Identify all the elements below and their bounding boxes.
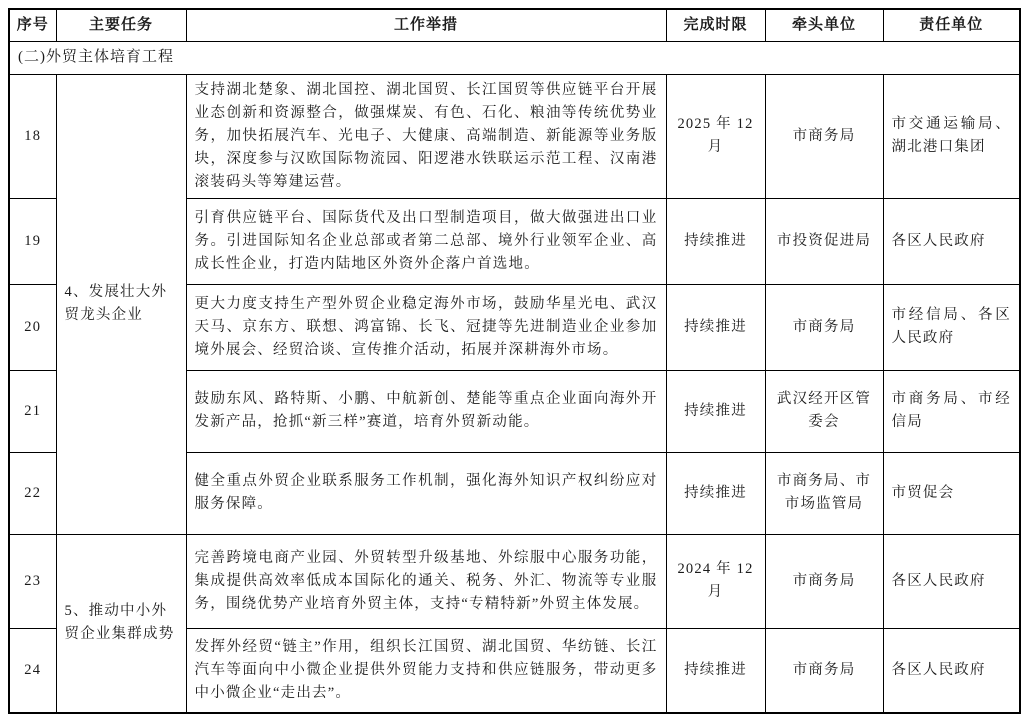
measure-text: 发挥外经贸“链主”作用，组织长江国贸、湖北国贸、华纺链、长江汽车等面向中小微企业提供外贸能力支持和供应链服务，带动更多中小微企业“走出去”。 bbox=[186, 628, 666, 713]
measure-text: 健全重点外贸企业联系服务工作机制，强化海外知识产权纠纷应对服务保障。 bbox=[186, 452, 666, 534]
row-no: 22 bbox=[9, 452, 56, 534]
col-header-measure: 工作举措 bbox=[186, 9, 666, 41]
lead-unit-text: 市商务局 bbox=[765, 284, 883, 370]
deadline-text: 持续推进 bbox=[666, 284, 765, 370]
responsible-unit-text: 各区人民政府 bbox=[883, 628, 1020, 713]
col-header-no: 序号 bbox=[9, 9, 56, 41]
table-header-row bbox=[9, 9, 1020, 41]
lead-unit-text: 市商务局 bbox=[765, 74, 883, 198]
deadline-text: 持续推进 bbox=[666, 198, 765, 284]
measure-text: 支持湖北楚象、湖北国控、湖北国贸、长江国贸等供应链平台开展业态创新和资源整合，做强煤炭、有色、石化、粮油等传统优势业务，加快拓展汽车、光电子、大健康、高端制造、新能源等业务版块，深度参与汉欧国际物流园、阳逻港水铁联运示范工程、汉南港滚装码头等筹建运营。 bbox=[186, 74, 666, 198]
deadline-text: 持续推进 bbox=[666, 370, 765, 452]
responsible-unit-text: 市经信局、各区人民政府 bbox=[883, 284, 1020, 370]
lead-unit-text: 市商务局 bbox=[765, 534, 883, 628]
measure-text: 引育供应链平台、国际货代及出口型制造项目，做大做强进出口业务。引进国际知名企业总部或者第二总部、境外行业领军企业、高成长性企业，打造内陆地区外资外企落户首选地。 bbox=[186, 198, 666, 284]
lead-unit-text: 市商务局、市市场监管局 bbox=[765, 452, 883, 534]
row-no: 24 bbox=[9, 628, 56, 713]
section-row bbox=[9, 41, 1020, 74]
row-no: 23 bbox=[9, 534, 56, 628]
row-no: 19 bbox=[9, 198, 56, 284]
lead-unit-text: 武汉经开区管委会 bbox=[765, 370, 883, 452]
task-group-label-5: 5、推动中小外贸企业集群成势 bbox=[56, 534, 186, 713]
measure-text: 更大力度支持生产型外贸企业稳定海外市场，鼓励华星光电、武汉天马、京东方、联想、鸿富锦、长飞、冠捷等先进制造业企业参加境外展会、经贸洽谈、宣传推介活动，拓展并深耕海外市场。 bbox=[186, 284, 666, 370]
responsible-unit-text: 各区人民政府 bbox=[883, 534, 1020, 628]
row-no: 21 bbox=[9, 370, 56, 452]
lead-unit-text: 市投资促进局 bbox=[765, 198, 883, 284]
col-header-deadline: 完成时限 bbox=[666, 9, 765, 41]
row-no: 20 bbox=[9, 284, 56, 370]
deadline-text: 2025 年 12 月 bbox=[666, 74, 765, 198]
responsible-unit-text: 市交通运输局、湖北港口集团 bbox=[883, 74, 1020, 198]
measure-text: 完善跨境电商产业园、外贸转型升级基地、外综服中心服务功能，集成提供高效率低成本国际化的通关、税务、外汇、物流等专业服务，围绕优势产业培育外贸主体，支持“专精特新”外贸主体发展。 bbox=[186, 534, 666, 628]
table-row-23 bbox=[9, 534, 1020, 628]
table-row-18 bbox=[9, 74, 1020, 198]
responsible-unit-text: 市贸促会 bbox=[883, 452, 1020, 534]
col-header-lead-unit: 牵头单位 bbox=[765, 9, 883, 41]
measure-text: 鼓励东风、路特斯、小鹏、中航新创、楚能等重点企业面向海外开发新产品，抢抓“新三样”赛道，培育外贸新动能。 bbox=[186, 370, 666, 452]
task-group-label-4: 4、发展壮大外贸龙头企业 bbox=[56, 74, 186, 534]
deadline-text: 持续推进 bbox=[666, 452, 765, 534]
deadline-text: 2024 年 12 月 bbox=[666, 534, 765, 628]
col-header-responsible-unit: 责任单位 bbox=[883, 9, 1020, 41]
section-title: (二)外贸主体培育工程 bbox=[9, 41, 1020, 74]
col-header-task: 主要任务 bbox=[56, 9, 186, 41]
deadline-text: 持续推进 bbox=[666, 628, 765, 713]
row-no: 18 bbox=[9, 74, 56, 198]
lead-unit-text: 市商务局 bbox=[765, 628, 883, 713]
responsible-unit-text: 市商务局、市经信局 bbox=[883, 370, 1020, 452]
work-measures-table bbox=[8, 8, 1021, 714]
responsible-unit-text: 各区人民政府 bbox=[883, 198, 1020, 284]
